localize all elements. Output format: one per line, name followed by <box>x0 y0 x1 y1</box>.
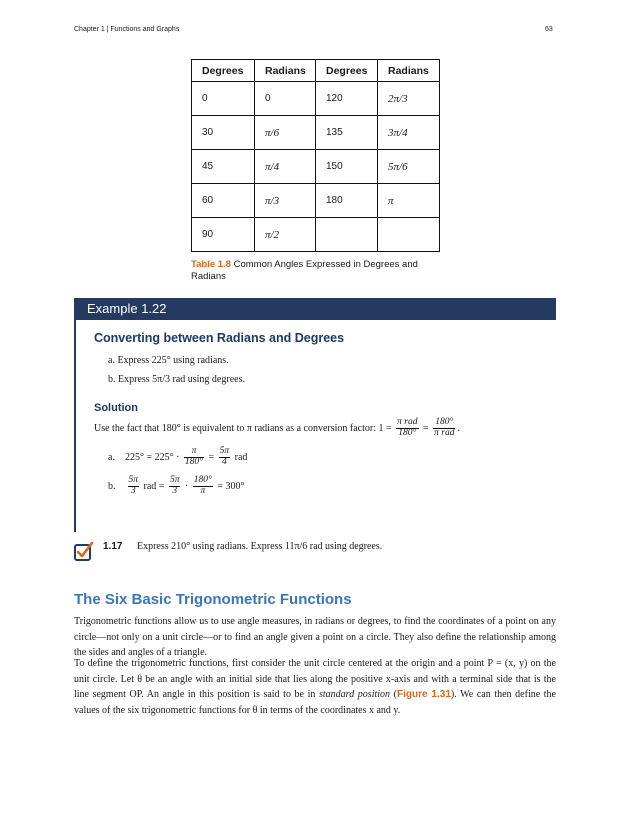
table-cell: π <box>378 184 440 218</box>
numerator: π rad <box>397 417 418 427</box>
try-it-exercise <box>103 541 382 552</box>
table-cell: 2π/3 <box>378 82 440 116</box>
fraction <box>193 476 213 497</box>
table-row <box>192 82 440 116</box>
denominator: 4 <box>222 456 227 467</box>
numerator: 5π <box>169 475 180 485</box>
paragraph: Trigonometric functions allow us to use angle measures, in radians or degrees, to find the coordinates of a point on any circle—not only on a unit circle—or to find an angle given a point on a circle. They also define the relationship among the sides and angles of a triangle. <box>74 616 556 658</box>
fraction <box>169 476 181 497</box>
table-cell: 60 <box>192 184 255 218</box>
table-cell: 135 <box>316 116 378 150</box>
paragraph-text: ). We can then define the values of the six trigonometric functions for θ in terms of the coordinates x and y. <box>74 689 556 716</box>
table-row <box>192 184 440 218</box>
running-header: Chapter 1 | Functions and Graphs <box>74 26 180 33</box>
fraction <box>396 418 418 439</box>
table-cell: π/3 <box>255 184 316 218</box>
solution-heading: Solution <box>94 402 138 414</box>
solution-intro-text: Use the fact that 180° is equivalent to π radians as a conversion factor: 1 = <box>94 422 392 434</box>
table-header: Radians <box>378 60 440 82</box>
denominator: 180° <box>398 427 417 438</box>
numerator: 180° <box>433 418 455 429</box>
paragraph-text: ( <box>390 689 397 700</box>
fraction <box>184 447 204 468</box>
table-header: Radians <box>255 60 316 82</box>
period: . <box>457 422 460 434</box>
table-cell: 150 <box>316 150 378 184</box>
table-cell: 45 <box>192 150 255 184</box>
table-header: Degrees <box>192 60 255 82</box>
table-cell: 5π/6 <box>378 150 440 184</box>
table-cell: 0 <box>192 82 255 116</box>
solution-a <box>108 447 247 468</box>
emphasis: standard position <box>319 689 391 700</box>
figure-link[interactable]: Figure 1.31 <box>396 689 451 700</box>
solution-expression: 225° = 225° · <box>124 451 180 463</box>
table-row <box>192 116 440 150</box>
page-number: 63 <box>545 26 553 33</box>
angles-table <box>191 59 440 252</box>
table-cell: π/6 <box>255 116 316 150</box>
denominator: 3 <box>130 485 136 496</box>
table-cell: 180 <box>316 184 378 218</box>
table-cell: π/2 <box>255 218 316 252</box>
table-header: Degrees <box>316 60 378 82</box>
numerator: 5π <box>128 475 139 485</box>
table-cell <box>316 218 378 252</box>
fraction <box>128 476 140 497</box>
table-cell: 3π/4 <box>378 116 440 150</box>
dot: · <box>184 480 189 492</box>
example-heading: Converting between Radians and Degrees <box>94 331 345 345</box>
table-cell <box>378 218 440 252</box>
fraction <box>219 447 231 468</box>
table-row <box>192 150 440 184</box>
denominator: 180° <box>184 456 203 467</box>
table-cell: π/4 <box>255 150 316 184</box>
denominator: π <box>200 485 206 496</box>
table-caption-label: Table 1.8 <box>191 259 231 270</box>
solution-expression: rad = <box>143 480 165 492</box>
example-title: Example 1.22 <box>87 301 167 316</box>
table-cell: 120 <box>316 82 378 116</box>
table-row <box>192 218 440 252</box>
solution-intro <box>94 418 460 439</box>
solution-label: b. <box>108 480 116 492</box>
table-caption <box>191 259 441 283</box>
table-cell: 0 <box>255 82 316 116</box>
fraction <box>433 418 455 439</box>
solution-b <box>108 476 245 497</box>
checklist-icon <box>74 541 94 561</box>
denominator: 3 <box>172 485 178 496</box>
denominator: π rad <box>434 427 455 438</box>
paragraph <box>74 656 556 718</box>
numerator: π <box>184 447 204 458</box>
example-side-rule <box>74 320 76 532</box>
paragraph-text: To define the trigonometric functions, first consider the unit circle centered at the origin and a point P = (x, y) on the unit circle. Let θ be an angle with an initial side that lies along the positive x-axis and with a terminal side that is the line segment OP. An angle in this position is said to be in <box>74 658 556 700</box>
example-item-a: a. Express 225° using radians. <box>108 355 229 366</box>
solution-label: a. <box>108 451 115 463</box>
equals: = <box>423 422 429 434</box>
numerator: 5π <box>219 446 230 456</box>
example-item-b: b. Express 5π/3 rad using degrees. <box>108 374 245 385</box>
result: = 300° <box>217 480 245 492</box>
equals: = <box>208 451 215 463</box>
table-cell: 90 <box>192 218 255 252</box>
unit: rad <box>234 451 248 463</box>
table-caption-text: Common Angles Expressed in Degrees and Radians <box>191 259 418 282</box>
exercise-number: 1.17 <box>103 541 123 552</box>
exercise-text: Express 210° using radians. Express 11π/6 rad using degrees. <box>136 541 383 552</box>
table-cell: 30 <box>192 116 255 150</box>
numerator: 180° <box>193 475 212 485</box>
section-title: The Six Basic Trigonometric Functions <box>74 591 352 608</box>
table-header-row <box>192 60 440 82</box>
